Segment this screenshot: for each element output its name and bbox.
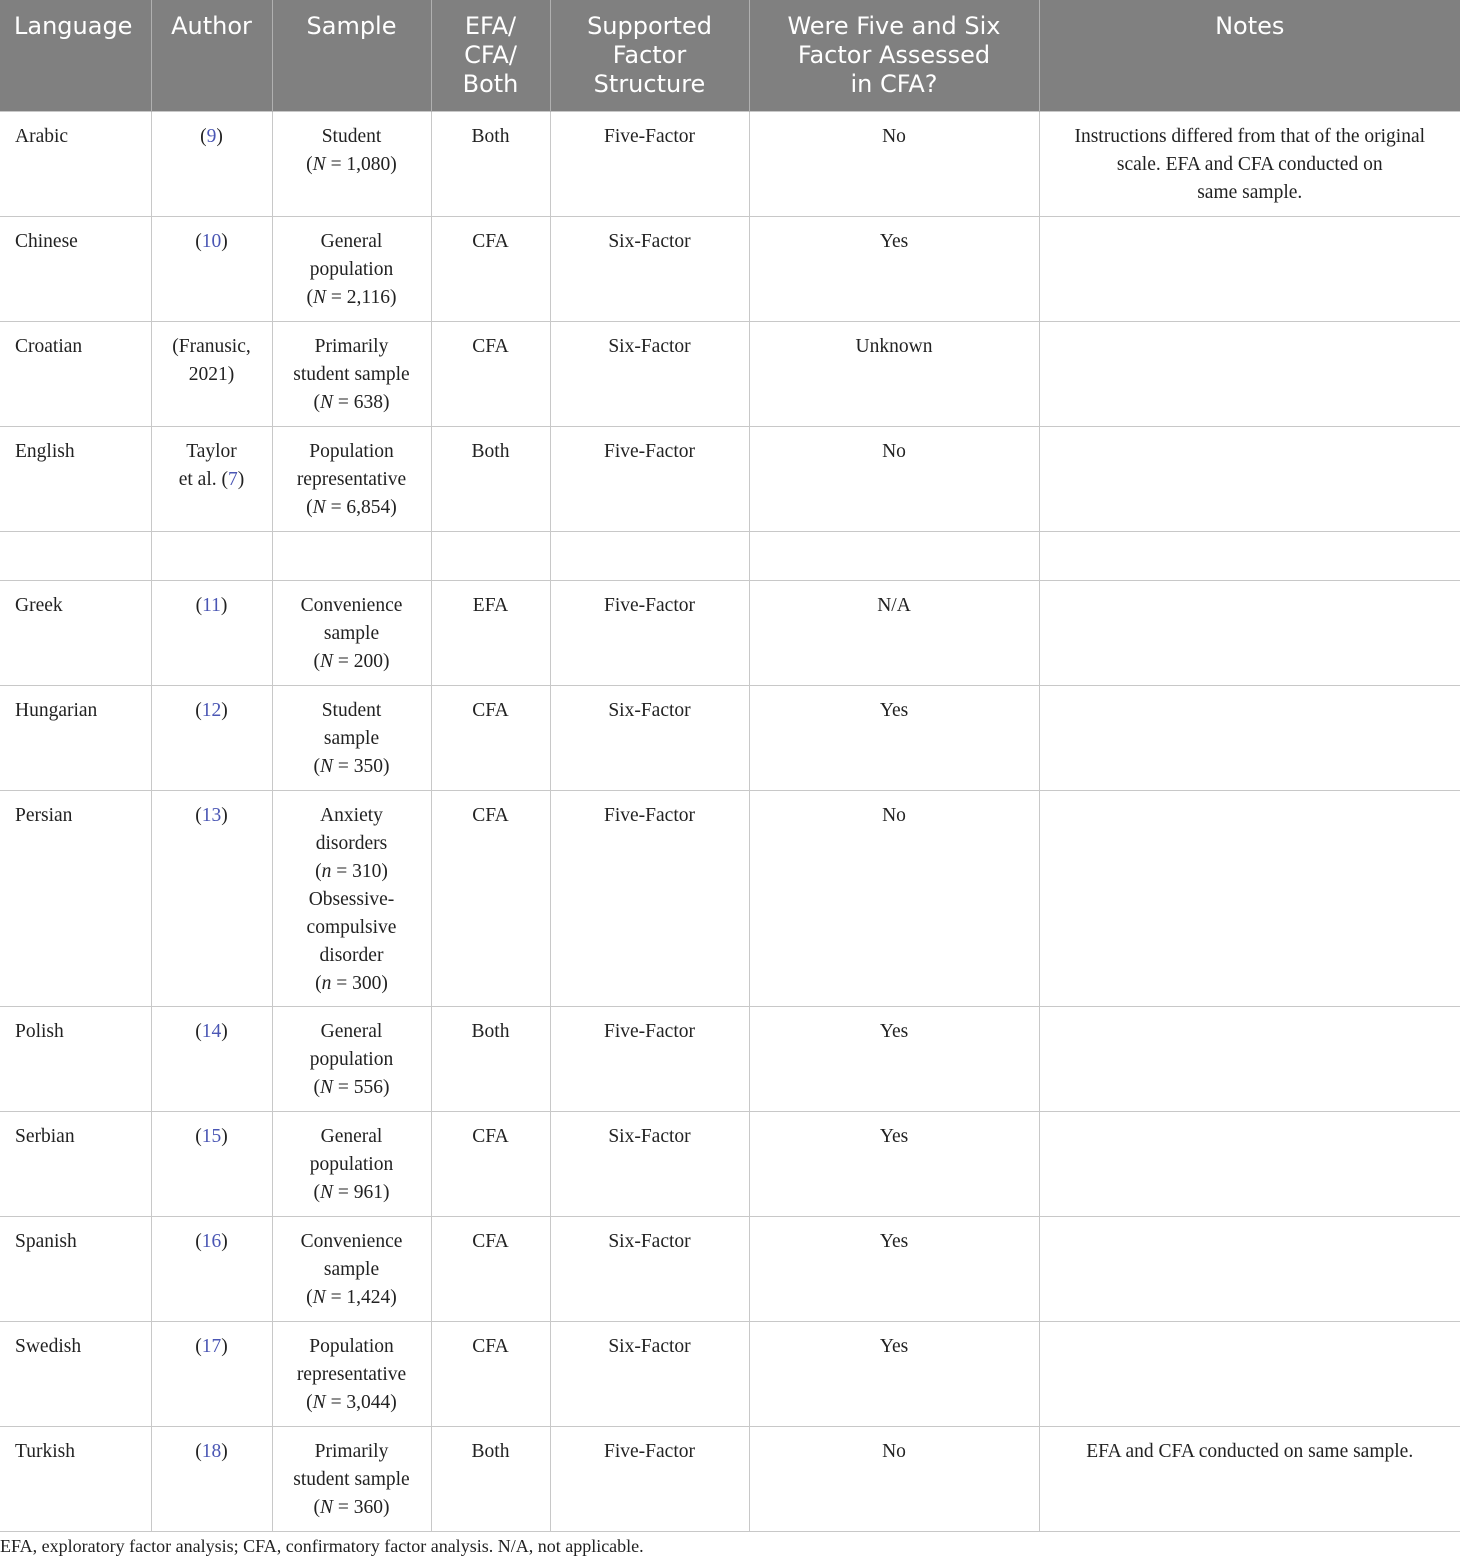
- cell-assessed: Unknown: [749, 321, 1039, 426]
- cell-language: Hungarian: [0, 685, 151, 790]
- citation-link[interactable]: 11: [202, 594, 221, 616]
- cell-sample: General population (N = 2,116): [272, 216, 431, 321]
- cell-sample: Population representative (N = 3,044): [272, 1321, 431, 1426]
- cell-notes: Instructions differed from that of the original scale. EFA and CFA conducted on same sample.: [1039, 111, 1460, 216]
- cell-author: (9): [151, 111, 272, 216]
- cell-author: (14): [151, 1006, 272, 1111]
- cell-structure: Five-Factor: [550, 790, 749, 1006]
- table-row: [0, 111, 1460, 216]
- cell-assessed: N/A: [749, 580, 1039, 685]
- cell-method: CFA: [431, 790, 550, 1006]
- header-sample: Sample: [272, 0, 431, 111]
- cell-assessed: Yes: [749, 1216, 1039, 1321]
- citation-link[interactable]: 9: [206, 125, 217, 147]
- table-row: [0, 426, 1460, 531]
- cell-author: (16): [151, 1216, 272, 1321]
- cell-notes: [1039, 216, 1460, 321]
- citation-link[interactable]: 14: [201, 1020, 222, 1042]
- cell-sample: [272, 531, 431, 580]
- cell-method: Both: [431, 111, 550, 216]
- cell-author: (11): [151, 580, 272, 685]
- cell-assessed: No: [749, 111, 1039, 216]
- cell-author: (10): [151, 216, 272, 321]
- cell-language: Croatian: [0, 321, 151, 426]
- cell-assessed: Yes: [749, 685, 1039, 790]
- cell-structure: Six-Factor: [550, 1216, 749, 1321]
- header-author: Author: [151, 0, 272, 111]
- cell-method: CFA: [431, 1216, 550, 1321]
- cell-author: Taylor et al. (7): [151, 426, 272, 531]
- cell-language: Turkish: [0, 1426, 151, 1531]
- cell-sample: Convenience sample (N = 1,424): [272, 1216, 431, 1321]
- table-row: [0, 685, 1460, 790]
- cell-language: Serbian: [0, 1111, 151, 1216]
- cell-language: English: [0, 426, 151, 531]
- cell-notes: [1039, 321, 1460, 426]
- table-row: [0, 1321, 1460, 1426]
- cell-notes: [1039, 1216, 1460, 1321]
- cell-assessed: No: [749, 426, 1039, 531]
- header-structure: Supported Factor Structure: [550, 0, 749, 111]
- cell-assessed: No: [749, 1426, 1039, 1531]
- table-row: [0, 580, 1460, 685]
- cell-notes: [1039, 685, 1460, 790]
- cell-sample: Student (N = 1,080): [272, 111, 431, 216]
- table-row: [0, 1426, 1460, 1531]
- cell-method: [431, 531, 550, 580]
- cell-assessed: No: [749, 790, 1039, 1006]
- header-language: Language: [0, 0, 151, 111]
- cell-language: Polish: [0, 1006, 151, 1111]
- cell-sample: General population (N = 556): [272, 1006, 431, 1111]
- cell-sample: Population representative (N = 6,854): [272, 426, 431, 531]
- cell-method: CFA: [431, 1111, 550, 1216]
- table-row: [0, 1006, 1460, 1111]
- citation-link[interactable]: 18: [201, 1440, 222, 1462]
- citation-link[interactable]: 12: [201, 699, 222, 721]
- cell-structure: Five-Factor: [550, 1006, 749, 1111]
- cell-notes: [1039, 426, 1460, 531]
- cell-language: Persian: [0, 790, 151, 1006]
- cell-method: Both: [431, 426, 550, 531]
- cell-language: Chinese: [0, 216, 151, 321]
- cell-structure: Five-Factor: [550, 426, 749, 531]
- cell-method: CFA: [431, 1321, 550, 1426]
- table-row: [0, 321, 1460, 426]
- cell-language: Spanish: [0, 1216, 151, 1321]
- cell-method: Both: [431, 1426, 550, 1531]
- cell-sample: Student sample (N = 350): [272, 685, 431, 790]
- header-row: [0, 0, 1460, 111]
- citation-link[interactable]: 15: [201, 1125, 222, 1147]
- table-row: [0, 216, 1460, 321]
- cell-assessed: Yes: [749, 1006, 1039, 1111]
- cell-structure: Six-Factor: [550, 321, 749, 426]
- cell-language: Swedish: [0, 1321, 151, 1426]
- cell-notes: [1039, 1321, 1460, 1426]
- cell-sample: General population (N = 961): [272, 1111, 431, 1216]
- cell-structure: Five-Factor: [550, 1426, 749, 1531]
- cell-structure: [550, 531, 749, 580]
- cell-assessed: Yes: [749, 216, 1039, 321]
- cell-assessed: Yes: [749, 1111, 1039, 1216]
- cell-notes: [1039, 1111, 1460, 1216]
- cell-language: [0, 531, 151, 580]
- cell-sample: Convenience sample (N = 200): [272, 580, 431, 685]
- cell-notes: [1039, 580, 1460, 685]
- cell-structure: Six-Factor: [550, 685, 749, 790]
- cell-assessed: Yes: [749, 1321, 1039, 1426]
- citation-link[interactable]: 10: [201, 230, 222, 252]
- cell-notes: [1039, 790, 1460, 1006]
- header-notes: Notes: [1039, 0, 1460, 111]
- cell-structure: Six-Factor: [550, 216, 749, 321]
- cell-structure: Five-Factor: [550, 580, 749, 685]
- cell-language: Greek: [0, 580, 151, 685]
- table-footnote: EFA, exploratory factor analysis; CFA, confirmatory factor analysis. N/A, not applicable.: [0, 1536, 644, 1556]
- cell-author: (12): [151, 685, 272, 790]
- table-row: [0, 1216, 1460, 1321]
- cell-notes: [1039, 531, 1460, 580]
- table-row: [0, 790, 1460, 1006]
- cell-notes: [1039, 1006, 1460, 1111]
- citation-link[interactable]: 13: [201, 804, 222, 826]
- cell-author: [151, 531, 272, 580]
- table-row: [0, 531, 1460, 580]
- cell-author: (Franusic, 2021): [151, 321, 272, 426]
- cell-author: (13): [151, 790, 272, 1006]
- table-row: [0, 1111, 1460, 1216]
- cell-author: (18): [151, 1426, 272, 1531]
- citation-link[interactable]: 16: [201, 1230, 222, 1252]
- header-assessed: Were Five and Six Factor Assessed in CFA?: [749, 0, 1039, 111]
- cell-author: (17): [151, 1321, 272, 1426]
- cell-notes: EFA and CFA conducted on same sample.: [1039, 1426, 1460, 1531]
- cell-method: CFA: [431, 321, 550, 426]
- cell-method: CFA: [431, 216, 550, 321]
- cell-assessed: [749, 531, 1039, 580]
- cell-sample: Primarily student sample (N = 360): [272, 1426, 431, 1531]
- cell-structure: Six-Factor: [550, 1111, 749, 1216]
- cell-method: EFA: [431, 580, 550, 685]
- header-method: EFA/ CFA/ Both: [431, 0, 550, 111]
- cell-author: (15): [151, 1111, 272, 1216]
- citation-link[interactable]: 17: [201, 1335, 222, 1357]
- cell-structure: Six-Factor: [550, 1321, 749, 1426]
- cell-method: CFA: [431, 685, 550, 790]
- cell-language: Arabic: [0, 111, 151, 216]
- cell-sample: Primarily student sample (N = 638): [272, 321, 431, 426]
- cell-sample: Anxiety disorders (n = 310) Obsessive- compulsive disorder (n = 300): [272, 790, 431, 1006]
- cell-method: Both: [431, 1006, 550, 1111]
- cell-structure: Five-Factor: [550, 111, 749, 216]
- citation-link[interactable]: 7: [228, 468, 238, 490]
